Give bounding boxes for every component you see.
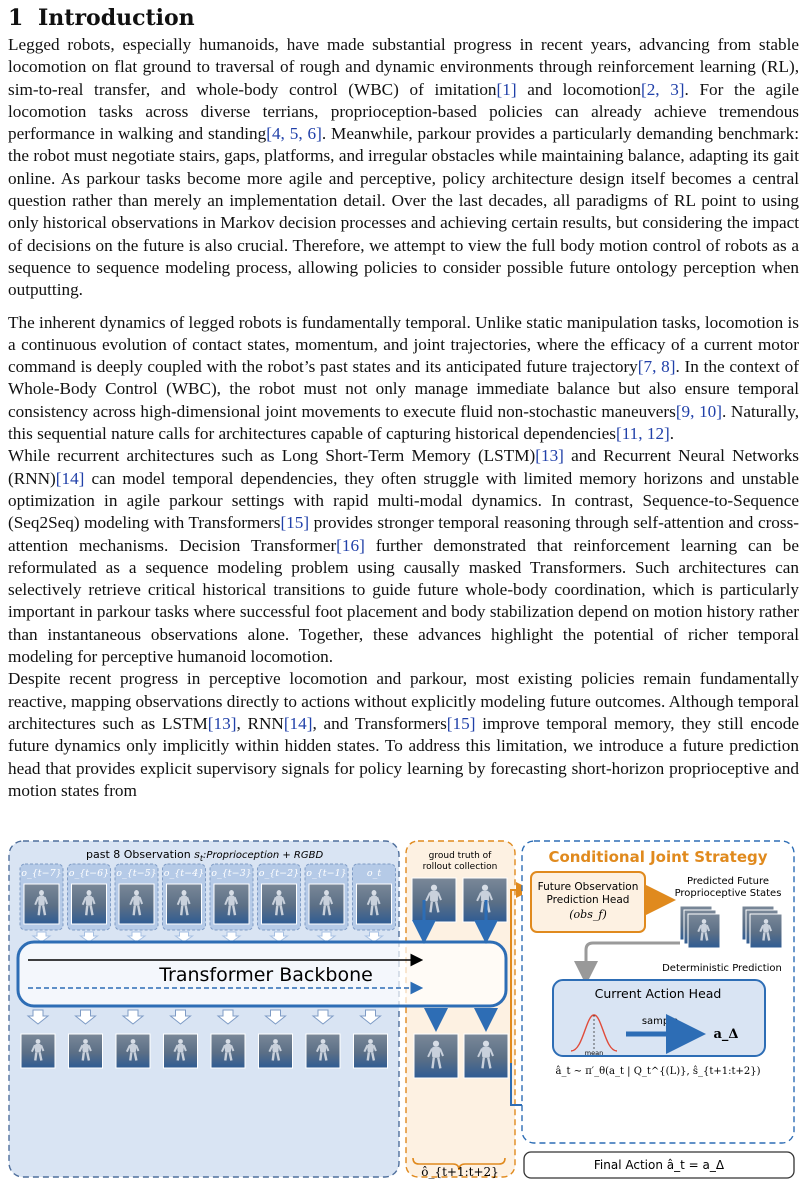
observation-label: o_t [366, 868, 382, 879]
observation-label: o_{t−2} [258, 868, 300, 879]
paragraph [8, 668, 799, 802]
text-run: Despite recent progress in perceptive locomotion and parkour, most existing policies remain fundamentally reactive, mapping observations directly to actions without explicitly modeling future outcomes. Although temporal architectures such as LSTM [8, 669, 799, 733]
text-run: . Meanwhile, parkour provides a particularly demanding benchmark: the robot must negotiate stairs, gaps, platforms, and irregular obstacles while maintaining balance, adapting its gait online. As parkour tasks become more agile and perceptive, policy architecture design itself becomes a central question rather than merely an implementation detail. Over the last decades, all paradigms of RL point to using only historical observations in Markov decision processes and achieving certain results, but considering the impact of decisions on the future is also crucial. Therefore, we attempt to view the full body motion control of robots as a sequence to sequence modeling process, allowing policies to consider possible future ontology perception when outputting. [8, 124, 800, 300]
text-run: . Naturally, this sequential nature calls for architectures capable of capturing historical dependencies [8, 401, 799, 444]
citation-link[interactable]: [15] [280, 513, 310, 533]
predicted-label-2: Proprioceptive States [674, 888, 782, 899]
text-run: further demonstrated that reinforcement learning can be reformulated as a sequence modeling problem using causally masked Transformers. Such architectures can selectively retrieve critical historical transitions to guide future whole-body coordination, which is particularly important in parkour tasks where successful foot placement and body stabilization depend on motion history rather than instantaneous observations alone. Together, these advances highlight the potential of richer temporal modeling for perceptive humanoid locomotion. [8, 535, 799, 667]
ground-truth-frame [412, 878, 456, 922]
output-frame [164, 1034, 198, 1068]
body-text [8, 34, 799, 802]
citation-link[interactable]: [11, 12] [616, 424, 670, 444]
section-heading [8, 2, 799, 34]
sample-label: sample [641, 1016, 679, 1027]
text-run: The inherent dynamics of legged robots is fundamentally temporal. Unlike static manipulation tasks, locomotion is a continuous evolution of contact states, momentum, and joint trajectories, where the efficacy of a current motor command is deeply coupled with the robot’s past states and its anticipated future trajectory [8, 312, 799, 377]
observation-label: o_{t−6} [68, 868, 110, 879]
citation-link[interactable]: [2, 3] [640, 79, 685, 99]
section-title: Introduction [38, 5, 195, 31]
predicted-label-1: Predicted Future [687, 876, 769, 887]
citation-link[interactable]: [16] [336, 535, 365, 555]
text-run: provides stronger temporal reasoning through self-attention and cross-attention mechanisms. Decision Transformer [8, 513, 799, 555]
observation-frame [72, 884, 107, 924]
observation-frame [357, 884, 392, 924]
citation-link[interactable]: [13] [535, 446, 564, 466]
output-frame [211, 1034, 245, 1068]
ground-truth-label-1: groud truth of [428, 851, 492, 861]
deterministic-label: Deterministic Prediction [662, 963, 782, 974]
citation-link[interactable]: [14] [55, 468, 85, 488]
predicted-frame [750, 914, 782, 948]
final-action-label: Final Action â_t = a_Δ [593, 1158, 725, 1172]
paper-page [8, 0, 799, 802]
observation-label: o_{t−1} [306, 868, 347, 879]
observation-label: o_{t−7} [21, 868, 62, 879]
citation-link[interactable]: [7, 8] [637, 357, 676, 377]
text-run: Legged robots, especially humanoids, have made substantial progress in recent years, advancing from stable locomotion on flat ground to traversal of rough and dynamic environments through reinforcement learning (RL), sim-to-real transfer, and whole-body control (WBC) of imitation [8, 35, 799, 99]
observation-frame [24, 884, 59, 924]
observation-frame [167, 884, 202, 924]
output-frame [259, 1034, 293, 1068]
citation-link[interactable]: [15] [446, 713, 476, 733]
text-run: . [669, 424, 675, 444]
section-number: 1 [8, 5, 24, 31]
text-run: can model temporal dependencies, they often struggle with limited memory horizons and unstable optimization in agile parkour settings with rapid multi-modal dynamics. In contrast, Sequence-to-Sequence (Seq2Seq) modeling with Transformers [8, 468, 799, 533]
text-run: . In the context of Whole-Body Control (WBC), the robot must not only manage immediate balance but also ensure temporal consistency across high-dimensional joint movements to execute fluid non-stochastic maneuvers [8, 357, 799, 421]
future-head-label-2: Prediction Head [546, 894, 630, 906]
citation-link[interactable]: [9, 10] [675, 401, 722, 421]
action-delta-symbol: a_Δ [713, 1027, 739, 1042]
future-output-label: ô_{t+1:t+2} [421, 1165, 499, 1179]
output-frame [69, 1034, 103, 1068]
strategy-title: Conditional Joint Strategy [548, 848, 768, 866]
observation-frame [119, 884, 154, 924]
text-run: and locomotion [516, 79, 641, 99]
observation-frame [309, 884, 344, 924]
future-frame [414, 1034, 458, 1078]
text-run: improve temporal memory, they still encode future dynamics only implicitly within hidden states. To address this limitation, we introduce a future prediction head that provides explicit supervisory signals for policy learning by forecasting short-horizon proprioceptive and motion states from [8, 713, 799, 800]
citation-link[interactable]: [14] [283, 713, 313, 733]
citation-link[interactable]: [4, 5, 6] [266, 124, 322, 144]
observation-label: o_{t−4} [163, 868, 205, 879]
text-run: , RNN [236, 713, 284, 733]
observation-label: o_{t−5} [116, 868, 157, 879]
observation-frame [262, 884, 297, 924]
backbone-label: Transformer Backbone [159, 964, 373, 986]
citation-link[interactable]: [1] [496, 79, 517, 99]
text-run: and Recurrent Neural Networks (RNN) [8, 446, 799, 488]
text-run: While recurrent architectures such as Long Short-Term Memory (LSTM) [8, 446, 536, 466]
mean-label: mean [584, 1049, 604, 1057]
observation-frame [214, 884, 249, 924]
output-frame [21, 1034, 55, 1068]
past-observation-label: past 8 Observation $s_t:Proprioception$ + RGBD [86, 848, 324, 863]
policy-formula: â_t ∼ π′_θ(a_t | Q_t^{(L)}, ŝ_{t+1:t+2}) [555, 1066, 761, 1077]
observation-label: o_{t−3} [211, 868, 252, 879]
predicted-frame [688, 914, 720, 948]
text-run: . For the agile locomotion tasks across diverse terrians, proprioception-based policies can already achieve tremendous performance in walking and standing [8, 79, 800, 144]
output-frame [306, 1034, 340, 1068]
action-head-label: Current Action Head [594, 986, 722, 1001]
ground-truth-label-2: rollout collection [422, 862, 498, 872]
citation-link[interactable]: [13] [207, 713, 237, 733]
text-run: , and Transformers [312, 713, 447, 733]
output-frame [116, 1034, 150, 1068]
future-head-label-3: (obs_f) [569, 908, 607, 921]
architecture-figure [8, 838, 799, 1182]
paragraph [8, 445, 799, 668]
future-head-label-1: Future Observation [537, 881, 639, 893]
paragraph [8, 34, 799, 302]
paragraph [8, 312, 799, 446]
future-frame [464, 1034, 508, 1078]
output-frame [354, 1034, 388, 1068]
